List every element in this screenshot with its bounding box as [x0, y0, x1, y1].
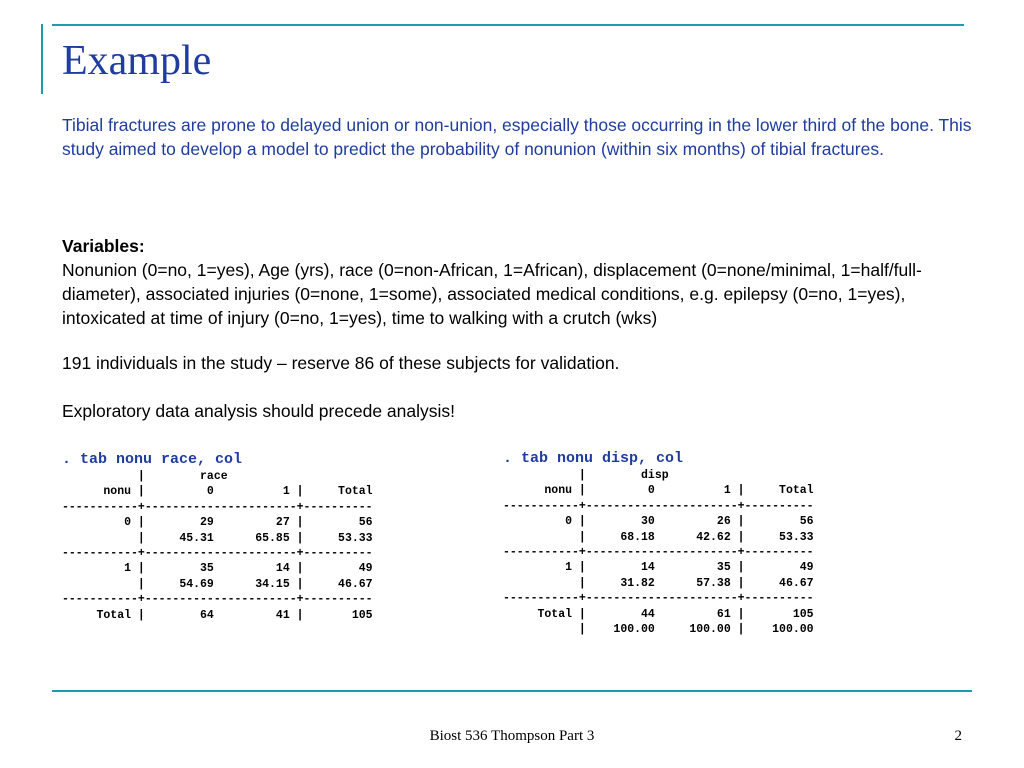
table-row: | disp [503, 469, 669, 482]
table-row: | 68.18 42.62 | 53.33 [503, 530, 814, 544]
table-row: 0 | 29 27 | 56 [62, 516, 373, 530]
slide-footer: Biost 536 Thompson Part 3 [429, 728, 595, 744]
table-row: 1 | 35 14 | 49 [62, 562, 373, 576]
table-row: -----------+----------------------+---------- [62, 547, 373, 561]
left-accent-bar [41, 24, 43, 94]
table-row: | 100.00 100.00 | 100.00 [503, 623, 814, 637]
tab-disp-command: . tab nonu disp, col [503, 450, 684, 467]
table-row: | 31.82 57.38 | 46.67 [503, 576, 814, 590]
table-row: 1 | 14 35 | 49 [503, 561, 814, 575]
table-row: | race [62, 470, 228, 483]
variables-heading: Variables: [62, 236, 145, 256]
table-row: Total | 44 61 | 105 [503, 607, 814, 621]
tab-disp-output [503, 450, 814, 637]
tab-race-command: . tab nonu race, col [62, 451, 243, 468]
variables-section [62, 234, 962, 330]
intro-paragraph: Tibial fractures are prone to delayed union or non-union, especially those occurring in the lower third of the bone. This study aimed to develop a model to predict the probability of nonunion (within six months) of tibial fractures. [62, 115, 972, 159]
table-row: 0 | 30 26 | 56 [503, 515, 814, 529]
table-row: nonu | 0 1 | Total [62, 485, 373, 499]
top-rule [52, 24, 964, 26]
table-row: | 45.31 65.85 | 53.33 [62, 531, 373, 545]
table-row: -----------+----------------------+---------- [503, 546, 814, 560]
table-row: | 54.69 34.15 | 46.67 [62, 577, 373, 591]
sample-size-note: 191 individuals in the study – reserve 86 of these subjects for validation. [62, 353, 620, 373]
page-number: 2 [954, 728, 962, 744]
tab-disp-table [503, 468, 814, 637]
tab-race-table [62, 469, 373, 623]
eda-note: Exploratory data analysis should precede analysis! [62, 401, 455, 421]
variables-description: Nonunion (0=no, 1=yes), Age (yrs), race (0=non-African, 1=African), displacement (0=none/minimal, 1=half/full-diameter), associated injuries (0=none, 1=some), associated medical conditions, e.g. epilepsy (0=no, 1=yes), intoxicated at time of injury (0=no, 1=yes), time to walking with a crutch (wks) [62, 260, 922, 328]
table-row: Total | 64 41 | 105 [62, 608, 373, 622]
table-row: -----------+----------------------+---------- [503, 592, 814, 606]
bottom-rule [52, 690, 972, 692]
table-row: -----------+----------------------+---------- [62, 500, 373, 514]
tab-race-output [62, 451, 373, 623]
table-row: -----------+----------------------+---------- [62, 593, 373, 607]
table-row: nonu | 0 1 | Total [503, 484, 814, 498]
slide-title: Example [62, 38, 212, 84]
table-row: -----------+----------------------+---------- [503, 499, 814, 513]
